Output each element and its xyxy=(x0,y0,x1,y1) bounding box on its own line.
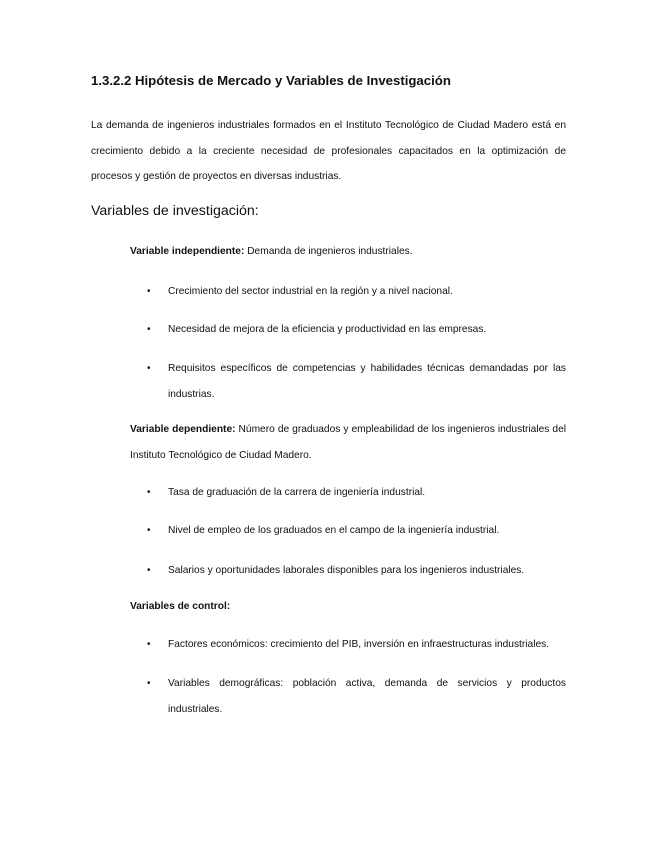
list-item: Nivel de empleo de los graduados en el campo de la ingeniería industrial. xyxy=(168,525,500,536)
bullet-icon xyxy=(147,325,153,331)
intro-paragraph: La demanda de ingenieros industriales formados en el Instituto Tecnológico de Ciudad Madero está en crecimiento debido a la creciente necesidad de profesionales capacitados en la optimización de procesos y gestión de proyectos en diversas industrias. xyxy=(91,120,566,182)
dependent-variable-label: Variable dependiente: xyxy=(130,424,236,435)
list-item: Necesidad de mejora de la eficiencia y productividad en las empresas. xyxy=(168,324,487,335)
list-item: Factores económicos: crecimiento del PIB, inversión en infraestructuras industriales. xyxy=(168,639,550,650)
list-item: Variables demográficas: población activa, demanda de servicios y productos industriales. xyxy=(168,678,566,715)
dependent-variable-text: Número de graduados y empleabilidad de los ingenieros industriales del Instituto Tecnológico de Ciudad Madero. xyxy=(130,424,566,461)
list-item: Salarios y oportunidades laborales disponibles para los ingenieros industriales. xyxy=(168,565,525,576)
bullet-icon xyxy=(147,526,153,532)
list-item: Tasa de graduación de la carrera de ingeniería industrial. xyxy=(168,487,426,498)
bullet-icon xyxy=(147,287,153,293)
list-item: Requisitos específicos de competencias y habilidades técnicas demandadas por las industrias. xyxy=(168,363,566,400)
dependent-variable-block xyxy=(130,417,566,468)
bullet-icon xyxy=(147,364,153,370)
independent-variable-label: Variable independiente: xyxy=(130,246,245,257)
bullet-icon xyxy=(147,640,153,646)
variables-subheading: Variables de investigación: xyxy=(91,203,259,219)
bullet-icon xyxy=(147,566,153,572)
list-item: Crecimiento del sector industrial en la región y a nivel nacional. xyxy=(168,286,453,297)
bullet-icon xyxy=(147,488,153,494)
independent-variable-text: Demanda de ingenieros industriales. xyxy=(244,246,413,257)
control-variables-label: Variables de control: xyxy=(130,601,231,612)
bullet-icon xyxy=(147,679,153,685)
independent-variable-line xyxy=(130,246,413,257)
section-heading: 1.3.2.2 Hipótesis de Mercado y Variables de Investigación xyxy=(91,73,451,88)
